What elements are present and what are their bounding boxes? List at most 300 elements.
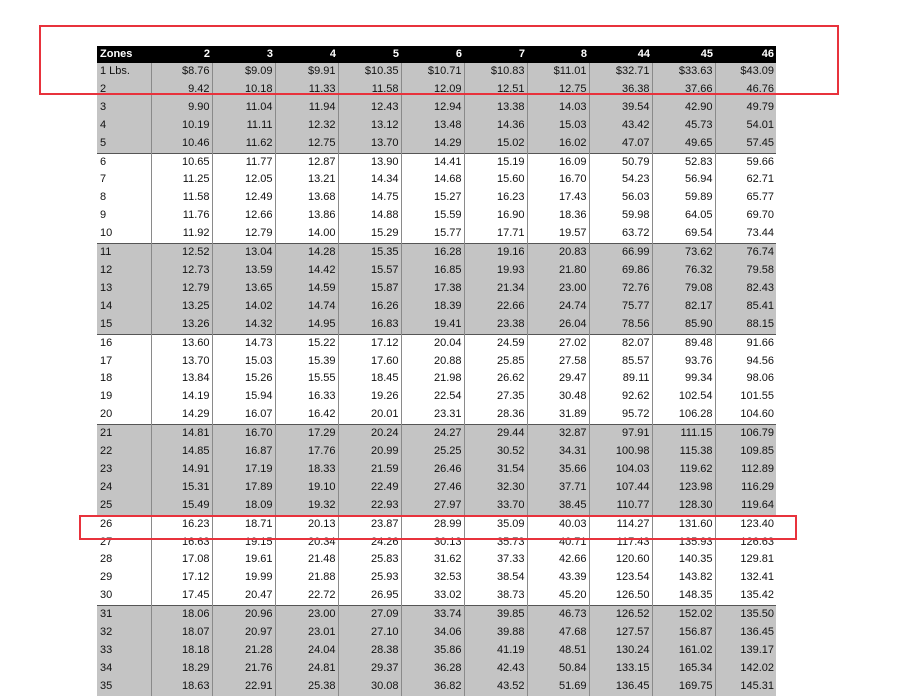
rate-cell: 123.54 xyxy=(589,569,652,587)
rate-cell: 12.05 xyxy=(212,171,275,189)
rate-cell: 15.55 xyxy=(275,370,338,388)
rate-cell: 93.76 xyxy=(652,353,715,371)
table-row xyxy=(97,624,776,642)
rate-cell: 13.70 xyxy=(338,135,401,153)
rate-cell: $8.76 xyxy=(151,63,212,81)
rate-cell: 12.73 xyxy=(151,262,212,280)
rate-cell: 63.72 xyxy=(589,225,652,243)
rate-cell: 19.99 xyxy=(212,569,275,587)
rate-cell: 37.71 xyxy=(527,479,589,497)
rate-cell: 9.90 xyxy=(151,99,212,117)
rate-cell: 49.79 xyxy=(715,99,776,117)
rate-cell: 18.29 xyxy=(151,660,212,678)
rate-cell: 39.54 xyxy=(589,99,652,117)
rate-cell: 21.88 xyxy=(275,569,338,587)
rate-cell: 14.75 xyxy=(338,189,401,207)
rate-cell: 76.32 xyxy=(652,262,715,280)
rate-cell: 16.70 xyxy=(212,425,275,443)
rate-cell: 19.15 xyxy=(212,534,275,552)
rate-cell: 14.42 xyxy=(275,262,338,280)
table-row xyxy=(97,678,776,696)
rate-cell: 22.49 xyxy=(338,479,401,497)
rate-cell: 26.46 xyxy=(401,461,464,479)
weight-label-cell: 24 xyxy=(97,479,151,497)
rate-cell: 16.07 xyxy=(212,406,275,424)
rate-cell: 39.85 xyxy=(464,606,527,624)
table-row xyxy=(97,587,776,605)
rate-cell: 14.29 xyxy=(401,135,464,153)
rate-cell: 26.95 xyxy=(338,587,401,605)
table-row xyxy=(97,117,776,135)
rate-cell: 34.31 xyxy=(527,443,589,461)
rate-cell: 11.58 xyxy=(151,189,212,207)
rate-cell: 13.86 xyxy=(275,207,338,225)
rate-cell: 20.99 xyxy=(338,443,401,461)
table-row xyxy=(97,497,776,515)
rate-cell: 24.81 xyxy=(275,660,338,678)
rate-cell: 12.51 xyxy=(464,81,527,99)
rate-cell: 14.32 xyxy=(212,316,275,334)
rate-cell: 10.46 xyxy=(151,135,212,153)
weight-label-cell: 6 xyxy=(97,153,151,171)
header-cell-zone-8: 8 xyxy=(527,46,589,63)
table-row xyxy=(97,316,776,334)
table-row xyxy=(97,81,776,99)
rate-cell: 16.33 xyxy=(275,388,338,406)
rate-cell: 56.03 xyxy=(589,189,652,207)
rate-cell: 13.04 xyxy=(212,244,275,262)
weight-label-cell: 9 xyxy=(100,209,107,222)
rate-cell: 127.57 xyxy=(589,624,652,642)
rate-cell: 29.47 xyxy=(527,370,589,388)
rate-cell: 38.73 xyxy=(464,587,527,605)
rate-cell: 25.83 xyxy=(338,551,401,569)
rate-cell: 41.19 xyxy=(464,642,527,660)
rate-cell: 23.38 xyxy=(464,316,527,334)
rate-cell: 13.48 xyxy=(401,117,464,135)
rate-cell: 12.75 xyxy=(527,81,589,99)
rate-cell: 99.34 xyxy=(652,370,715,388)
weight-label-cell: 34 xyxy=(97,660,151,678)
rate-cell: 139.17 xyxy=(715,642,776,660)
rate-cell: 15.39 xyxy=(275,353,338,371)
rate-cell: 35.86 xyxy=(401,642,464,660)
weight-label-cell: 20 xyxy=(100,408,113,421)
rate-cell: 31.54 xyxy=(464,461,527,479)
rate-cell: 20.04 xyxy=(401,334,464,352)
table-row xyxy=(97,353,776,371)
rate-cell: 15.60 xyxy=(464,171,527,189)
rate-cell: 23.00 xyxy=(275,606,338,624)
weight-label-cell: 11 xyxy=(97,244,151,262)
rate-cell: 76.74 xyxy=(715,244,776,262)
rate-cell: 10.65 xyxy=(151,153,212,171)
rate-cell: 19.10 xyxy=(275,479,338,497)
rate-cell: 145.31 xyxy=(715,678,776,696)
rate-cell: $43.09 xyxy=(715,63,776,81)
rate-cell: 123.40 xyxy=(715,515,776,533)
rate-cell: 17.19 xyxy=(212,461,275,479)
weight-label-cell: 26 xyxy=(97,515,151,533)
rate-cell: 43.42 xyxy=(589,117,652,135)
table-row xyxy=(97,153,776,171)
rate-cell: 91.66 xyxy=(715,334,776,352)
rate-cell: 22.54 xyxy=(401,388,464,406)
rate-cell: 85.90 xyxy=(652,316,715,334)
rate-cell: 11.04 xyxy=(212,99,275,117)
header-cell-zone-44: 44 xyxy=(589,46,652,63)
rate-cell: 112.89 xyxy=(715,461,776,479)
rate-cell: 123.98 xyxy=(652,479,715,497)
rate-cell: 14.34 xyxy=(338,171,401,189)
rate-cell: 54.01 xyxy=(715,117,776,135)
rate-cell: 31.89 xyxy=(527,406,589,424)
header-cell-zone-7: 7 xyxy=(464,46,527,63)
rate-cell: 15.29 xyxy=(338,225,401,243)
rate-cell: 12.43 xyxy=(338,99,401,117)
rate-cell: $11.01 xyxy=(527,63,589,81)
rate-cell: 13.68 xyxy=(275,189,338,207)
rate-cell: $9.09 xyxy=(212,63,275,81)
rate-cell: 11.33 xyxy=(275,81,338,99)
rate-cell: 27.02 xyxy=(527,334,589,352)
rate-cell: 106.28 xyxy=(652,406,715,424)
rate-cell: 128.30 xyxy=(652,497,715,515)
rate-cell: 10.18 xyxy=(212,81,275,99)
weight-label-cell: 28 xyxy=(100,553,113,566)
rate-cell: 50.79 xyxy=(589,153,652,171)
rate-cell: 47.68 xyxy=(527,624,589,642)
rate-cell: 13.26 xyxy=(151,316,212,334)
weight-label-cell: 25 xyxy=(97,497,151,515)
rate-cell: 56.94 xyxy=(652,171,715,189)
rate-cell: 18.63 xyxy=(151,678,212,696)
rate-cell: 18.36 xyxy=(527,207,589,225)
rate-cell: 21.34 xyxy=(464,280,527,298)
table-row xyxy=(97,298,776,316)
table-row xyxy=(97,262,776,280)
rate-cell: 22.72 xyxy=(275,587,338,605)
rate-cell: 17.76 xyxy=(275,443,338,461)
header-cell-zone-46: 46 xyxy=(715,46,776,63)
rate-cell: 65.77 xyxy=(715,189,776,207)
rate-cell: 20.97 xyxy=(212,624,275,642)
rate-cell: 14.68 xyxy=(401,171,464,189)
rate-cell: 30.52 xyxy=(464,443,527,461)
weight-label-cell: 35 xyxy=(97,678,151,696)
rate-cell: 82.07 xyxy=(589,334,652,352)
rate-cell: 20.34 xyxy=(275,534,338,552)
rate-cell: 14.74 xyxy=(275,298,338,316)
weight-label-cell: 32 xyxy=(97,624,151,642)
rate-cell: 35.09 xyxy=(464,515,527,533)
weight-label-cell: 15 xyxy=(97,316,151,334)
rate-cell: 22.93 xyxy=(338,497,401,515)
rate-cell: 36.82 xyxy=(401,678,464,696)
rate-cell: 12.49 xyxy=(212,189,275,207)
header-cell-zone-4: 4 xyxy=(275,46,338,63)
rate-cell: 109.85 xyxy=(715,443,776,461)
rate-cell: 100.98 xyxy=(589,443,652,461)
rate-cell: 79.58 xyxy=(715,262,776,280)
rate-cell: 28.99 xyxy=(401,515,464,533)
rate-cell: 14.88 xyxy=(338,207,401,225)
rate-cell: 27.46 xyxy=(401,479,464,497)
rate-cell: 117.43 xyxy=(589,534,652,552)
rate-cell: 59.89 xyxy=(652,189,715,207)
rate-cell: $32.71 xyxy=(589,63,652,81)
table-row xyxy=(97,225,776,243)
rate-cell: 28.36 xyxy=(464,406,527,424)
rate-cell: 21.59 xyxy=(338,461,401,479)
rate-cell: 59.98 xyxy=(589,207,652,225)
rate-cell: 106.79 xyxy=(715,425,776,443)
rate-cell: 15.03 xyxy=(527,117,589,135)
rate-cell: 35.73 xyxy=(464,534,527,552)
rate-cell: 140.35 xyxy=(652,551,715,569)
rate-cell: 50.84 xyxy=(527,660,589,678)
weight-label-cell: 16 xyxy=(97,334,151,352)
rate-cell: 120.60 xyxy=(589,551,652,569)
rate-cell: 15.57 xyxy=(338,262,401,280)
rate-cell: 11.94 xyxy=(275,99,338,117)
rate-cell: 20.88 xyxy=(401,353,464,371)
rate-cell: 13.60 xyxy=(151,334,212,352)
header-cell-zone-45: 45 xyxy=(652,46,715,63)
rate-cell: 16.09 xyxy=(527,153,589,171)
rate-cell: 14.19 xyxy=(151,388,212,406)
rate-cell: 27.58 xyxy=(527,353,589,371)
table-row xyxy=(97,207,776,225)
rate-cell: 73.44 xyxy=(715,225,776,243)
rate-cell: 104.60 xyxy=(715,406,776,424)
rate-cell: 135.42 xyxy=(715,587,776,605)
weight-label-cell: 5 xyxy=(97,135,151,153)
rate-cell: 13.84 xyxy=(151,370,212,388)
rate-cell: 14.00 xyxy=(275,225,338,243)
rate-cell: 107.44 xyxy=(589,479,652,497)
rate-cell: 33.74 xyxy=(401,606,464,624)
rate-cell: 97.91 xyxy=(589,425,652,443)
rate-cell: 34.06 xyxy=(401,624,464,642)
rate-cell: 27.35 xyxy=(464,388,527,406)
rate-cell: 16.87 xyxy=(212,443,275,461)
weight-label-cell: 19 xyxy=(100,390,113,403)
rate-cell: 20.24 xyxy=(338,425,401,443)
rate-cell: $10.35 xyxy=(338,63,401,81)
rate-cell: 136.45 xyxy=(715,624,776,642)
rate-cell: 29.44 xyxy=(464,425,527,443)
rate-cell: 15.77 xyxy=(401,225,464,243)
table-row xyxy=(97,479,776,497)
header-cell-zone-5: 5 xyxy=(338,46,401,63)
rate-cell: 59.66 xyxy=(715,153,776,171)
rate-cell: 42.43 xyxy=(464,660,527,678)
rate-cell: 152.02 xyxy=(652,606,715,624)
rate-cell: 11.58 xyxy=(338,81,401,99)
rate-cell: 23.87 xyxy=(338,515,401,533)
rate-cell: 13.12 xyxy=(338,117,401,135)
table-row xyxy=(97,334,776,352)
rate-cell: 104.03 xyxy=(589,461,652,479)
rate-cell: 14.91 xyxy=(151,461,212,479)
table-row xyxy=(97,606,776,624)
rate-cell: 22.66 xyxy=(464,298,527,316)
rate-cell: 15.31 xyxy=(151,479,212,497)
rate-cell: $10.83 xyxy=(464,63,527,81)
rate-cell: 12.09 xyxy=(401,81,464,99)
rate-cell: 24.26 xyxy=(338,534,401,552)
rate-cell: 30.13 xyxy=(401,534,464,552)
rate-cell: 21.28 xyxy=(212,642,275,660)
table-row xyxy=(97,189,776,207)
rate-cell: $10.71 xyxy=(401,63,464,81)
rate-cell: 15.19 xyxy=(464,153,527,171)
rate-cell: 16.83 xyxy=(338,316,401,334)
rate-cell: 11.25 xyxy=(151,171,212,189)
rate-cell: 62.71 xyxy=(715,171,776,189)
rate-cell: 45.20 xyxy=(527,587,589,605)
rate-cell: 13.38 xyxy=(464,99,527,117)
rate-cell: 11.76 xyxy=(151,207,212,225)
rate-cell: 19.57 xyxy=(527,225,589,243)
rate-cell: 95.72 xyxy=(589,406,652,424)
rate-cell: 43.39 xyxy=(527,569,589,587)
rate-cell: 110.77 xyxy=(589,497,652,515)
rate-cell: 23.00 xyxy=(527,280,589,298)
rate-cell: 46.73 xyxy=(527,606,589,624)
rate-cell: 32.87 xyxy=(527,425,589,443)
rate-cell: 38.54 xyxy=(464,569,527,587)
rate-cell: 156.87 xyxy=(652,624,715,642)
table-row xyxy=(97,280,776,298)
rate-cell: 52.83 xyxy=(652,153,715,171)
rate-cell: 9.42 xyxy=(151,81,212,99)
table-row xyxy=(97,642,776,660)
rate-cell: 136.45 xyxy=(589,678,652,696)
table-row xyxy=(97,244,776,262)
rate-cell: 82.17 xyxy=(652,298,715,316)
weight-label-cell: 33 xyxy=(97,642,151,660)
rate-cell: 72.76 xyxy=(589,280,652,298)
table-row xyxy=(97,515,776,533)
rate-cell: 21.98 xyxy=(401,370,464,388)
rate-cell: 92.62 xyxy=(589,388,652,406)
rate-cell: 12.79 xyxy=(212,225,275,243)
rate-cell: 45.73 xyxy=(652,117,715,135)
rate-cell: 25.25 xyxy=(401,443,464,461)
rate-cell: 18.33 xyxy=(275,461,338,479)
weight-label-cell: 29 xyxy=(100,571,113,584)
rate-cell: 47.07 xyxy=(589,135,652,153)
rate-cell: 15.94 xyxy=(212,388,275,406)
rate-cell: 27.97 xyxy=(401,497,464,515)
weight-label-cell: 8 xyxy=(100,191,107,204)
table-row xyxy=(97,534,776,552)
rate-cell: 119.64 xyxy=(715,497,776,515)
rate-cell: 17.89 xyxy=(212,479,275,497)
rate-cell: 161.02 xyxy=(652,642,715,660)
rate-cell: 16.70 xyxy=(527,171,589,189)
weight-label-cell: 27 xyxy=(100,535,113,548)
rate-cell: 25.85 xyxy=(464,353,527,371)
rate-cell: 12.79 xyxy=(151,280,212,298)
rate-cell: 14.81 xyxy=(151,425,212,443)
rate-cell: 33.70 xyxy=(464,497,527,515)
rate-cell: 14.36 xyxy=(464,117,527,135)
rate-cell: 17.60 xyxy=(338,353,401,371)
weight-label-cell: 7 xyxy=(100,173,107,186)
rate-cell: 16.90 xyxy=(464,207,527,225)
rate-cell: 16.26 xyxy=(338,298,401,316)
rate-cell: 15.59 xyxy=(401,207,464,225)
rate-cell: 14.41 xyxy=(401,153,464,171)
rate-cell: 102.54 xyxy=(652,388,715,406)
rate-cell: 35.66 xyxy=(527,461,589,479)
table-row xyxy=(97,388,776,406)
table-row xyxy=(97,370,776,388)
rate-cell: 14.29 xyxy=(151,406,212,424)
weight-label-cell: 12 xyxy=(97,262,151,280)
table-row xyxy=(97,425,776,443)
rate-cell: 27.09 xyxy=(338,606,401,624)
weight-label-cell: 23 xyxy=(97,461,151,479)
table-row xyxy=(97,660,776,678)
rate-cell: 16.02 xyxy=(527,135,589,153)
header-cell-zones: Zones xyxy=(97,46,151,63)
table-row xyxy=(97,99,776,117)
rate-cell: 126.50 xyxy=(589,587,652,605)
rate-cell: 24.59 xyxy=(464,334,527,352)
rate-cell: 16.28 xyxy=(401,244,464,262)
rate-cell: 20.83 xyxy=(527,244,589,262)
rate-cell: 14.73 xyxy=(212,334,275,352)
rate-cell: 116.29 xyxy=(715,479,776,497)
rate-cell: 78.56 xyxy=(589,316,652,334)
table-row xyxy=(97,135,776,153)
rate-cell: 31.62 xyxy=(401,551,464,569)
rate-cell: 85.57 xyxy=(589,353,652,371)
rate-cell: 10.19 xyxy=(151,117,212,135)
rate-cell: 49.65 xyxy=(652,135,715,153)
rate-cell: 43.52 xyxy=(464,678,527,696)
rate-cell: 13.25 xyxy=(151,298,212,316)
rate-cell: 98.06 xyxy=(715,370,776,388)
table-row xyxy=(97,63,776,81)
rate-cell: 27.10 xyxy=(338,624,401,642)
rate-cell: 37.66 xyxy=(652,81,715,99)
rate-cell: 32.30 xyxy=(464,479,527,497)
rate-cell: 19.61 xyxy=(212,551,275,569)
rate-cell: 21.80 xyxy=(527,262,589,280)
rate-cell: 16.42 xyxy=(275,406,338,424)
rate-cell: 12.52 xyxy=(151,244,212,262)
weight-label-cell: 17 xyxy=(100,354,113,367)
rate-cell: $9.91 xyxy=(275,63,338,81)
table-row xyxy=(97,443,776,461)
rate-cell: 88.15 xyxy=(715,316,776,334)
rate-cell: 39.88 xyxy=(464,624,527,642)
rate-cell: 114.27 xyxy=(589,515,652,533)
header-cell-zone-3: 3 xyxy=(212,46,275,63)
rate-cell: 69.86 xyxy=(589,262,652,280)
rate-cell: 129.81 xyxy=(715,551,776,569)
rate-cell: 17.43 xyxy=(527,189,589,207)
rate-cell: 17.38 xyxy=(401,280,464,298)
rate-cell: 36.28 xyxy=(401,660,464,678)
rate-cell: 89.48 xyxy=(652,334,715,352)
rate-table xyxy=(97,46,776,696)
